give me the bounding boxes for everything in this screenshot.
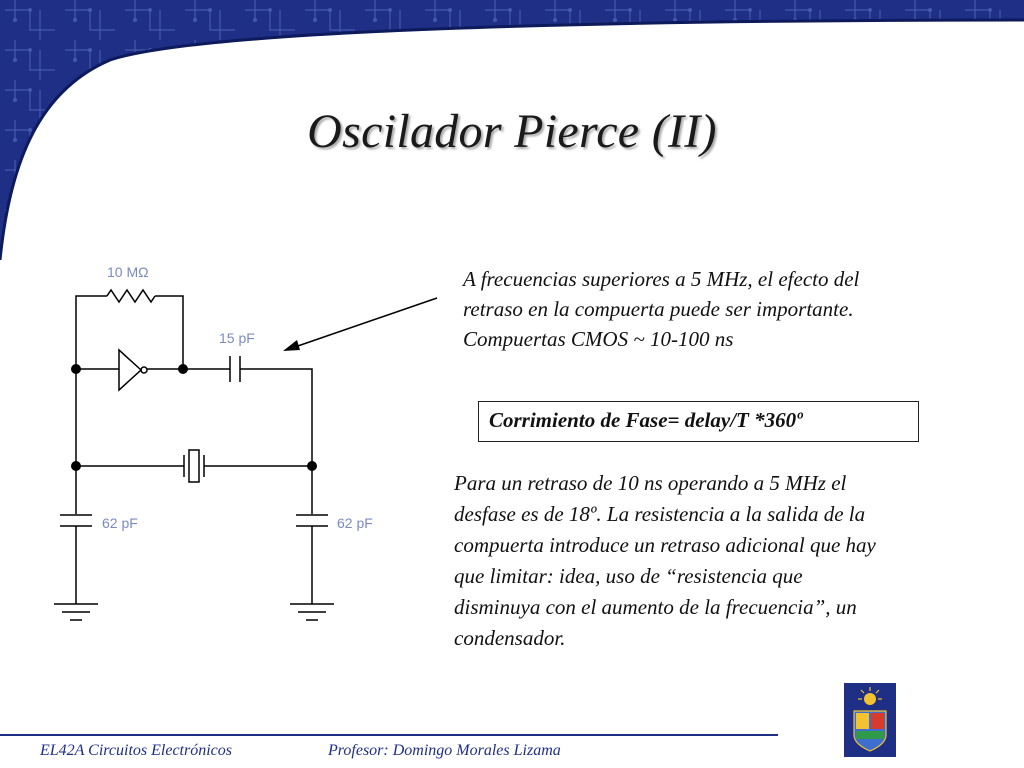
capacitor-62pf-left [60,515,92,526]
phase-shift-formula: Corrimiento de Fase= delay/T *360º [489,408,803,432]
capacitor-62pf-left-label: 62 pF [102,515,138,531]
paragraph-line: condensador. [454,626,566,650]
capacitor-15pf [230,356,240,382]
paragraph-line: disminuya con el aumento de la frecuencia”, un [454,595,857,619]
resistor-symbol [107,290,155,302]
university-seal-icon [844,683,896,757]
phase-shift-formula-box [478,401,919,442]
paragraph-line: compuerta introduce un retraso adicional que hay [454,533,876,557]
resistor-label: 10 MΩ [107,264,149,280]
paragraph-line: desfase es de 18º. La resistencia a la salida de la [454,502,866,526]
footer-course: EL42A Circuitos Electrónicos [40,742,232,759]
note-line: Compuertas CMOS ~ 10-100 ns [463,327,734,351]
inverter-symbol [119,350,141,390]
footer-divider [0,734,778,736]
footer-professor: Profesor: Domingo Morales Lizama [328,742,561,759]
note-line: A frecuencias superiores a 5 MHz, el efecto del [463,267,860,291]
paragraph-line: que limitar: idea, uso de “resistencia que [454,564,803,588]
paragraph-line: Para un retraso de 10 ns operando a 5 MHz el [454,471,847,495]
delay-note [463,264,983,354]
capacitor-62pf-right [296,515,328,526]
pointer-arrow [283,298,437,351]
explanation-paragraph [454,468,994,654]
capacitor-62pf-right-label: 62 pF [337,515,373,531]
capacitor-15pf-label: 15 pF [219,330,255,346]
slide-title: Oscilador Pierce (II) [307,105,717,158]
crystal-symbol [189,450,199,482]
note-line: retraso en la compuerta puede ser importante. [463,297,854,321]
